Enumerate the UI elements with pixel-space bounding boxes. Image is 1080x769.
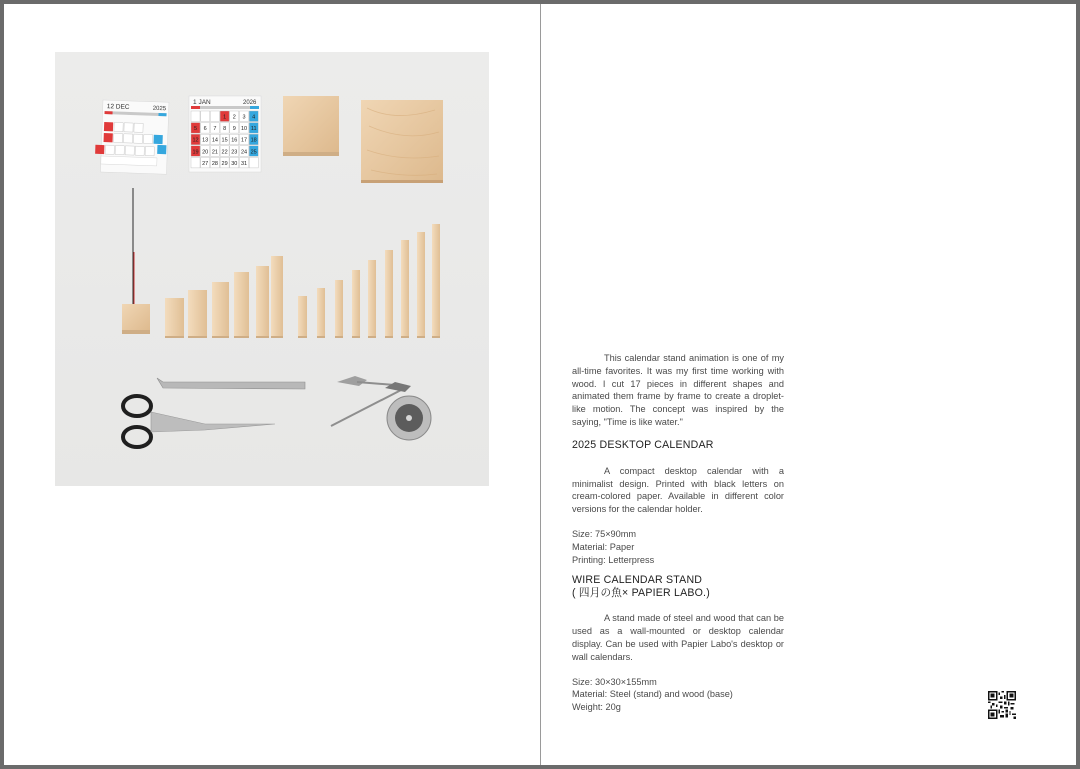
calendar-jan	[189, 96, 261, 172]
book-spread	[4, 4, 1076, 765]
jan-date-label: 14	[211, 137, 218, 144]
svg-text:12 DEC	[107, 103, 130, 111]
dec-year: 2025	[152, 105, 167, 113]
jan-month: JAN	[198, 99, 211, 106]
wood-stick	[188, 290, 207, 336]
section2-weight: Weight: 20g	[572, 702, 621, 713]
section2-heading-line2: ( 四月の魚× PAPIER LABO.)	[572, 587, 710, 600]
jan-year: 2026	[243, 100, 257, 106]
section2-specs	[572, 676, 784, 714]
jan-month-num: 1	[193, 99, 197, 106]
jan-date-label: 18	[250, 137, 257, 144]
jan-date-label: 9	[232, 126, 236, 133]
section2-body: A stand made of steel and wood that can be used as a wall-mounted or desktop calendar display. Can be used with Papier Labo's desktop or wall calendars.	[572, 613, 784, 662]
wood-stick	[417, 232, 425, 336]
wood-stick-shadow	[212, 336, 229, 338]
wire-stand	[122, 188, 150, 334]
wood-cube-small	[283, 96, 339, 156]
intro-paragraph: This calendar stand animation is one of my all-time favorites. It was my first time working with wood. I cut 17 pieces in different shapes and animated them frame by frame to create a droplet-like motion. The concept was inspired by the saying, "Time is like water."	[572, 353, 784, 427]
wood-stick-shadow	[298, 336, 307, 338]
product-photo	[55, 52, 489, 486]
calendar-dec	[94, 100, 168, 174]
section1-specs	[572, 528, 784, 566]
dec-month: DEC	[115, 103, 130, 111]
wood-block-large	[361, 100, 443, 183]
jan-date-label: 4	[252, 114, 256, 121]
jan-date-label: 25	[250, 149, 257, 156]
section1-heading: 2025 DESKTOP CALENDAR	[572, 438, 714, 451]
wood-sticks	[165, 224, 440, 338]
jan-date-label: 24	[240, 149, 248, 156]
wood-stick	[298, 296, 307, 336]
jan-date-label: 3	[242, 114, 246, 121]
jan-date-label: 27	[202, 160, 209, 167]
section1-body: A compact desktop calendar with a minimalist design. Printed with black letters on cream-colored paper. Available in different color versions for the calendar holder.	[572, 465, 784, 515]
wood-stick	[368, 260, 376, 336]
wood-stick-shadow	[368, 336, 376, 338]
jan-date-label: 6	[203, 126, 207, 133]
jan-date-cell	[191, 111, 200, 122]
section1-material: Material: Paper	[572, 541, 635, 552]
jan-date-cell	[201, 111, 210, 122]
jan-date-label: 23	[231, 149, 238, 156]
section2-material: Material: Steel (stand) and wood (base)	[572, 689, 733, 700]
jan-date-grid	[191, 111, 258, 168]
wood-stick-shadow	[401, 336, 409, 338]
jan-date-label: 20	[202, 149, 209, 156]
wood-stick	[234, 272, 249, 336]
qr-code-icon[interactable]	[988, 691, 1016, 719]
jan-date-label: 15	[221, 137, 228, 144]
wood-stick-shadow	[165, 336, 184, 338]
scissors	[123, 396, 275, 447]
wood-stick-shadow	[188, 336, 207, 338]
section1-printing: Printing: Letterpress	[572, 554, 655, 565]
jan-date-cell	[191, 157, 200, 168]
section2-size: Size: 30×30×155mm	[572, 676, 657, 687]
wood-stick	[432, 224, 440, 336]
jan-date-label: 17	[240, 137, 248, 144]
wood-stick	[317, 288, 325, 336]
wood-stick-shadow	[317, 336, 325, 338]
wood-stick	[271, 256, 283, 336]
jan-date-label: 1	[223, 114, 227, 121]
jan-date-label: 13	[202, 137, 209, 144]
jan-date-label: 19	[192, 149, 199, 156]
jan-date-label: 10	[240, 126, 248, 133]
section1-size: Size: 75×90mm	[572, 528, 637, 539]
wood-stick-shadow	[417, 336, 425, 338]
wood-stick-shadow	[352, 336, 360, 338]
jan-date-label: 8	[223, 126, 227, 133]
compass	[331, 376, 431, 440]
tweezers	[157, 378, 305, 389]
wood-stick-shadow	[271, 336, 283, 338]
jan-date-label: 5	[193, 126, 198, 133]
wood-stick-shadow	[432, 336, 440, 338]
wood-stick	[256, 266, 269, 336]
dec-month-num: 12	[106, 103, 115, 111]
jan-date-label: 11	[250, 126, 257, 133]
wood-stick	[165, 298, 184, 336]
text-column	[572, 352, 784, 714]
wood-stick	[401, 240, 409, 336]
section2-heading-line1: WIRE CALENDAR STAND	[572, 574, 703, 587]
jan-date-label: 16	[231, 137, 238, 144]
jan-date-cell	[249, 157, 258, 168]
jan-date-label: 30	[231, 160, 238, 167]
page-gutter	[540, 4, 541, 765]
jan-date-cell	[210, 111, 219, 122]
wood-stick	[385, 250, 393, 336]
jan-date-label: 21	[211, 149, 218, 156]
jan-date-label: 7	[213, 126, 217, 133]
wood-stick-shadow	[385, 336, 393, 338]
wood-stick-shadow	[256, 336, 269, 338]
wood-stick	[352, 270, 360, 336]
wood-stick	[335, 280, 343, 336]
jan-date-label: 31	[240, 160, 248, 167]
jan-date-label: 28	[211, 160, 218, 167]
svg-text:1 JAN	[193, 99, 211, 106]
jan-date-label: 12	[192, 137, 199, 144]
wood-stick-shadow	[234, 336, 249, 338]
wood-stick-shadow	[335, 336, 343, 338]
jan-date-label: 22	[221, 149, 228, 156]
wood-stick	[212, 282, 229, 336]
jan-date-label: 29	[221, 160, 228, 167]
jan-date-label: 2	[232, 114, 236, 121]
